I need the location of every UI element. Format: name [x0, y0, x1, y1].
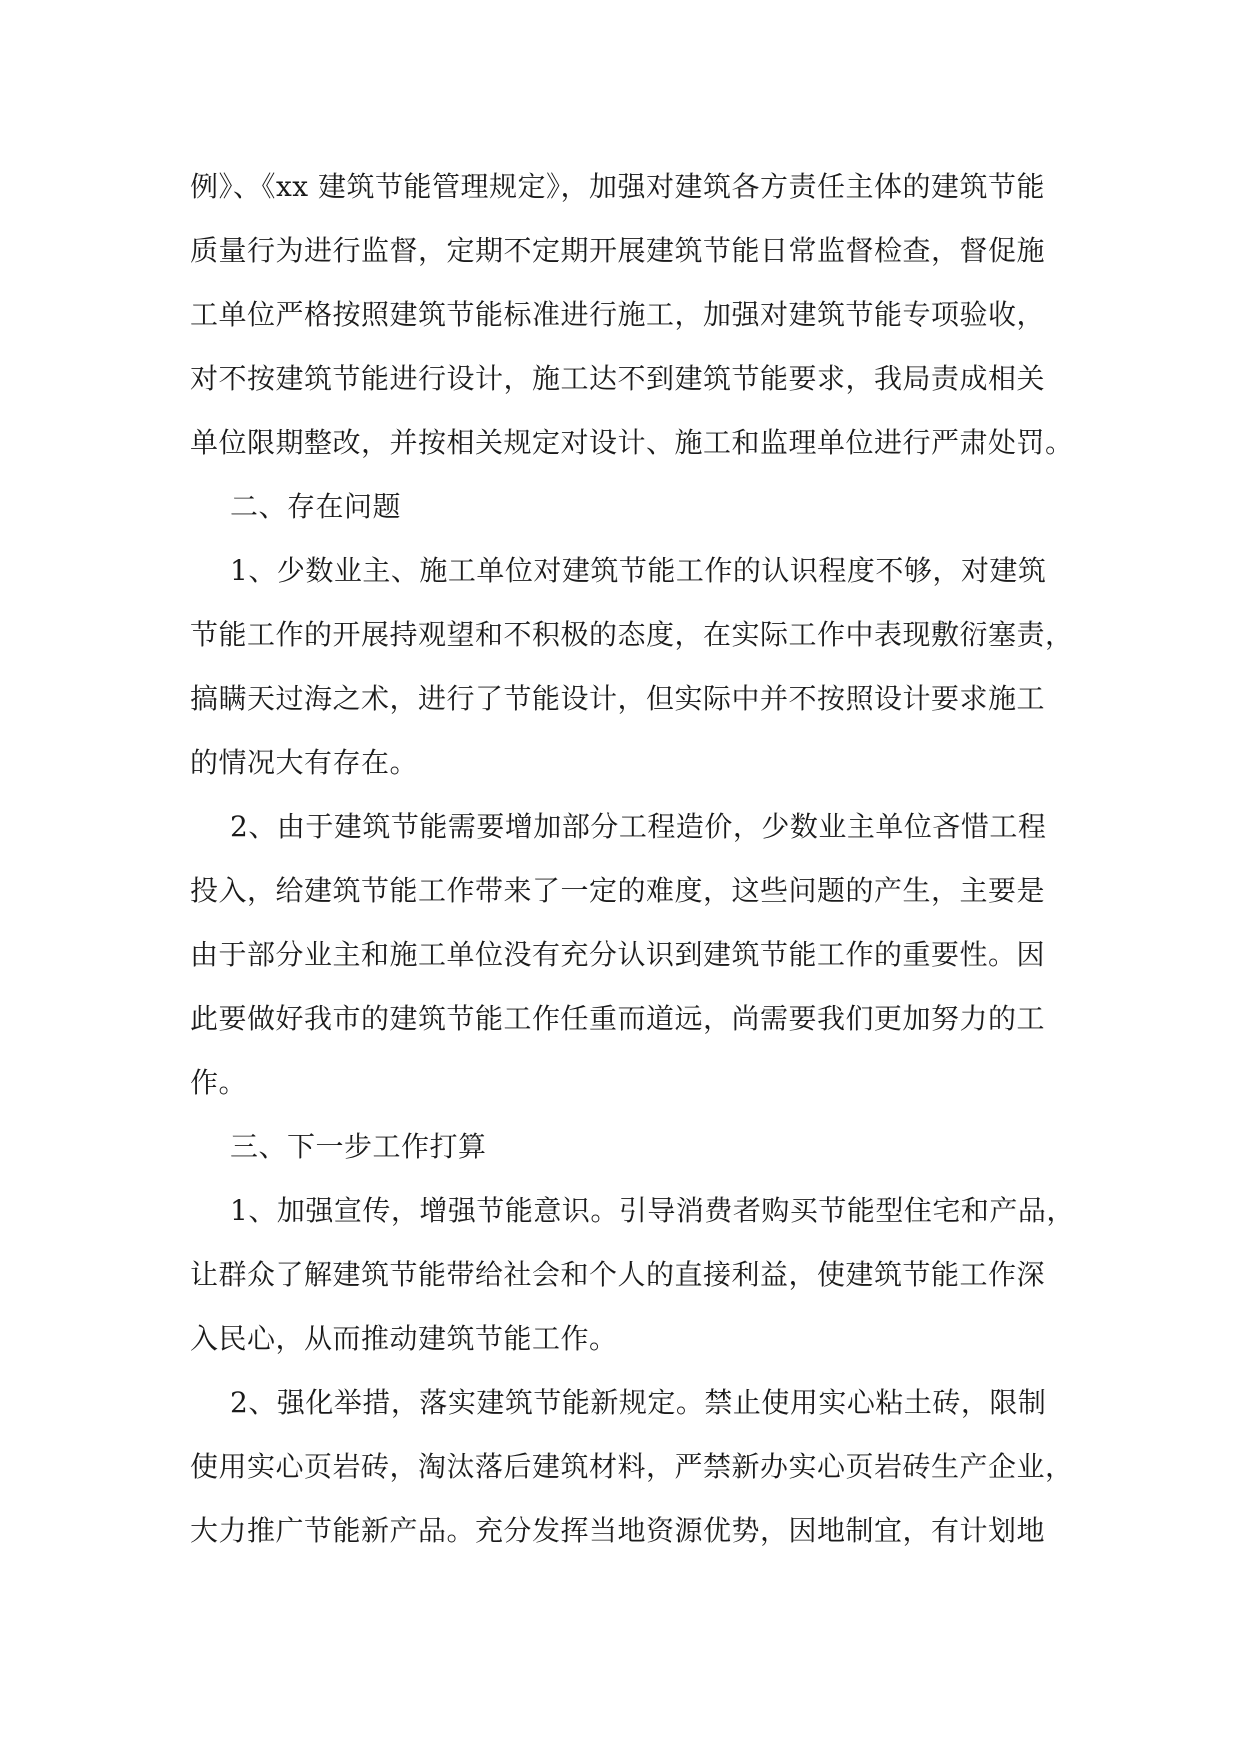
paragraph-line: 质量行为进行监督，定期不定期开展建筑节能日常监督检查，督促施 — [190, 234, 1046, 267]
paragraph-line: 单位限期整改，并按相关规定对设计、施工和监理单位进行严肃处罚。 — [190, 426, 1074, 459]
paragraph-line: 入民心，从而推动建筑节能工作。 — [190, 1322, 618, 1355]
paragraph-line: 对不按建筑节能进行设计，施工达不到建筑节能要求，我局责成相关 — [190, 362, 1046, 395]
paragraph-line: 由于部分业主和施工单位没有充分认识到建筑节能工作的重要性。因 — [190, 938, 1046, 971]
paragraph-line: 2、由于建筑节能需要增加部分工程造价，少数业主单位吝惜工程 — [230, 810, 1047, 843]
paragraph-line: 工单位严格按照建筑节能标准进行施工，加强对建筑节能专项验收， — [190, 298, 1046, 331]
paragraph-line: 作。 — [190, 1066, 248, 1099]
section-heading: 三、下一步工作打算 — [230, 1130, 487, 1163]
paragraph-line: 节能工作的开展持观望和不积极的态度，在实际工作中表现敷衍塞责， — [190, 618, 1074, 651]
paragraph-line: 的情况大有存在。 — [190, 746, 419, 779]
paragraph-line: 此要做好我市的建筑节能工作任重而道远，尚需要我们更加努力的工 — [190, 1002, 1046, 1035]
paragraph-line: 搞瞒天过海之术，进行了节能设计，但实际中并不按照设计要求施工 — [190, 682, 1046, 715]
document-body — [190, 155, 1075, 1563]
paragraph-line: 1、少数业主、施工单位对建筑节能工作的认识程度不够，对建筑 — [230, 554, 1047, 587]
paragraph-line: 投入，给建筑节能工作带来了一定的难度，这些问题的产生，主要是 — [190, 874, 1046, 907]
paragraph-line: 1、加强宣传，增强节能意识。引导消费者购买节能型住宅和产品， — [230, 1194, 1075, 1227]
section-heading: 二、存在问题 — [230, 490, 402, 523]
paragraph-line: 使用实心页岩砖，淘汰落后建筑材料，严禁新办实心页岩砖生产企业， — [190, 1450, 1074, 1483]
paragraph-line: 例》、《xx 建筑节能管理规定》，加强对建筑各方责任主体的建筑节能 — [190, 170, 1045, 203]
paragraph-line: 2、强化举措，落实建筑节能新规定。禁止使用实心粘土砖，限制 — [230, 1386, 1047, 1419]
paragraph-line: 大力推广节能新产品。充分发挥当地资源优势，因地制宜，有计划地 — [190, 1514, 1046, 1547]
paragraph-line: 让群众了解建筑节能带给社会和个人的直接利益，使建筑节能工作深 — [190, 1258, 1046, 1291]
